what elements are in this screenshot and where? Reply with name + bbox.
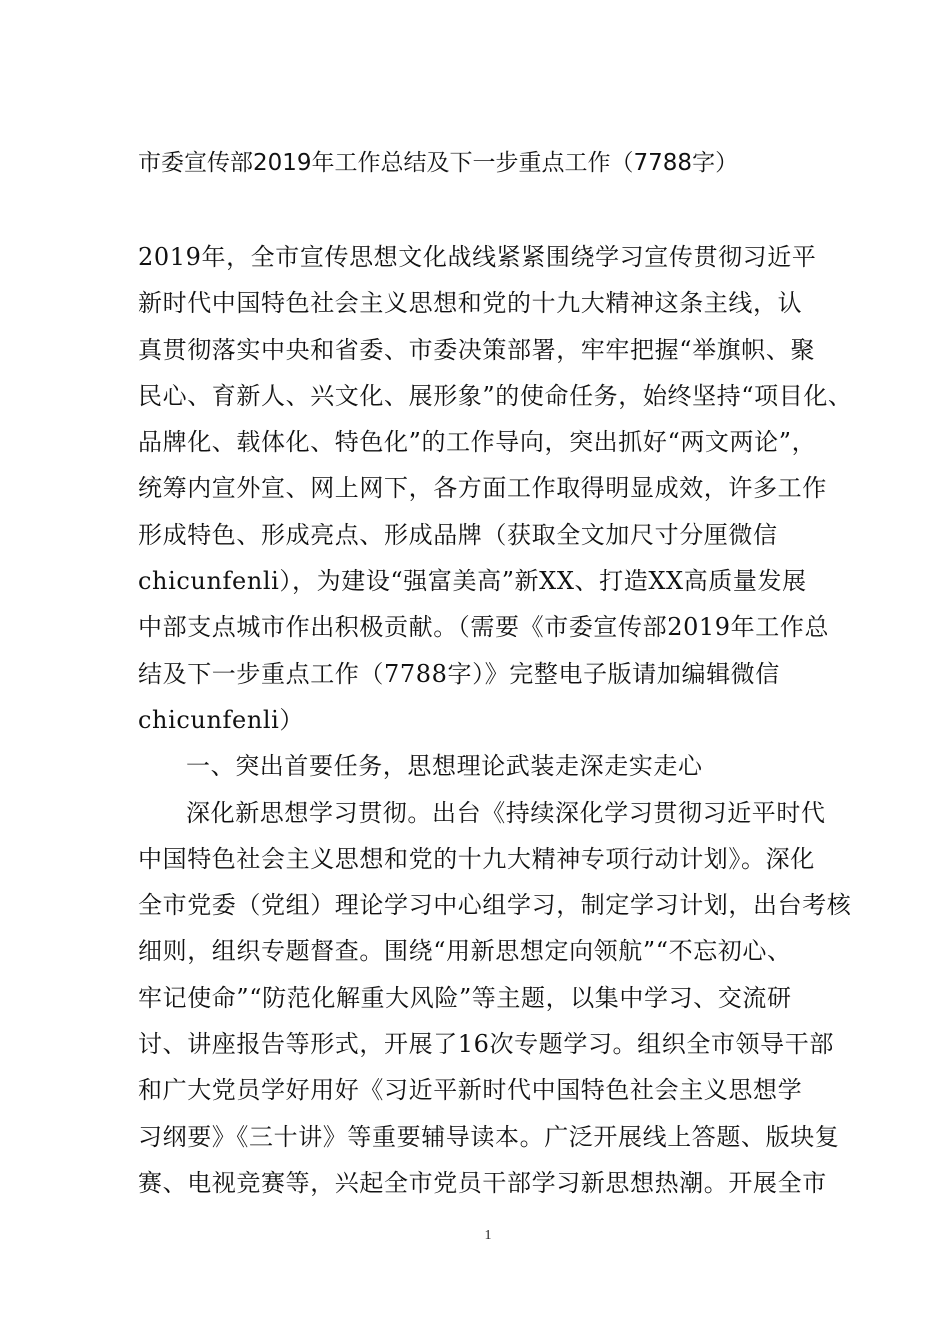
text-line: chicunfenli） [138, 705, 305, 734]
page-number: 1 [484, 1228, 492, 1243]
text-line: 细则，组织专题督查。围绕“用新思想定向领航”“不忘初心、 [138, 937, 792, 966]
text-line: 深化新思想学习贯彻。出台《持续深化学习贯彻习近平时代 [186, 798, 826, 827]
text-line: 全市党委（党组）理论学习中心组学习，制定学习计划，出台考核 [138, 891, 852, 920]
document-title: 市委宣传部2019年工作总结及下一步重点工作（7788字） [138, 150, 739, 176]
body-text [138, 234, 853, 1206]
text-line: 真贯彻落实中央和省委、市委决策部署，牢牢把握“举旗帜、聚 [138, 335, 816, 364]
text-line: chicunfenli），为建设“强富美高”新XX、打造XX高质量发展 [138, 567, 807, 596]
text-line: 新时代中国特色社会主义思想和党的十九大精神这条主线，认 [138, 289, 803, 318]
text-line: 品牌化、载体化、特色化”的工作导向，突出抓好“两文两论”， [138, 428, 817, 457]
text-line: 中部支点城市作出积极贡献。（需要《市委宣传部2019年工作总 [138, 613, 830, 642]
section-heading: 一、突出首要任务，思想理论武装走深走实走心 [186, 752, 703, 781]
text-line: 习纲要》《三十讲》等重要辅导读本。广泛开展线上答题、版块复 [138, 1122, 840, 1151]
text-line: 民心、育新人、兴文化、展形象”的使命任务，始终坚持“项目化、 [138, 381, 853, 410]
text-line: 赛、电视竞赛等，兴起全市党员干部学习新思想热潮。开展全市 [138, 1168, 827, 1197]
text-line: 中国特色社会主义思想和党的十九大精神专项行动计划》。深化 [138, 844, 815, 873]
text-line: 牢记使命”“防范化解重大风险”等主题，以集中学习、交流研 [138, 983, 792, 1012]
text-line: 结及下一步重点工作（7788字）》完整电子版请加编辑微信 [138, 659, 780, 688]
text-line: 形成特色、形成亮点、形成品牌（获取全文加尺寸分厘微信 [138, 520, 778, 549]
text-line: 讨、讲座报告等形式，开展了16次专题学习。组织全市领导干部 [138, 1030, 834, 1059]
text-line: 2019年，全市宣传思想文化战线紧紧围绕学习宣传贯彻习近平 [138, 243, 817, 271]
text-line: 和广大党员学好用好《习近平新时代中国特色社会主义思想学 [138, 1076, 803, 1105]
text-line: 统筹内宣外宣、网上网下，各方面工作取得明显成效，许多工作 [138, 474, 827, 503]
